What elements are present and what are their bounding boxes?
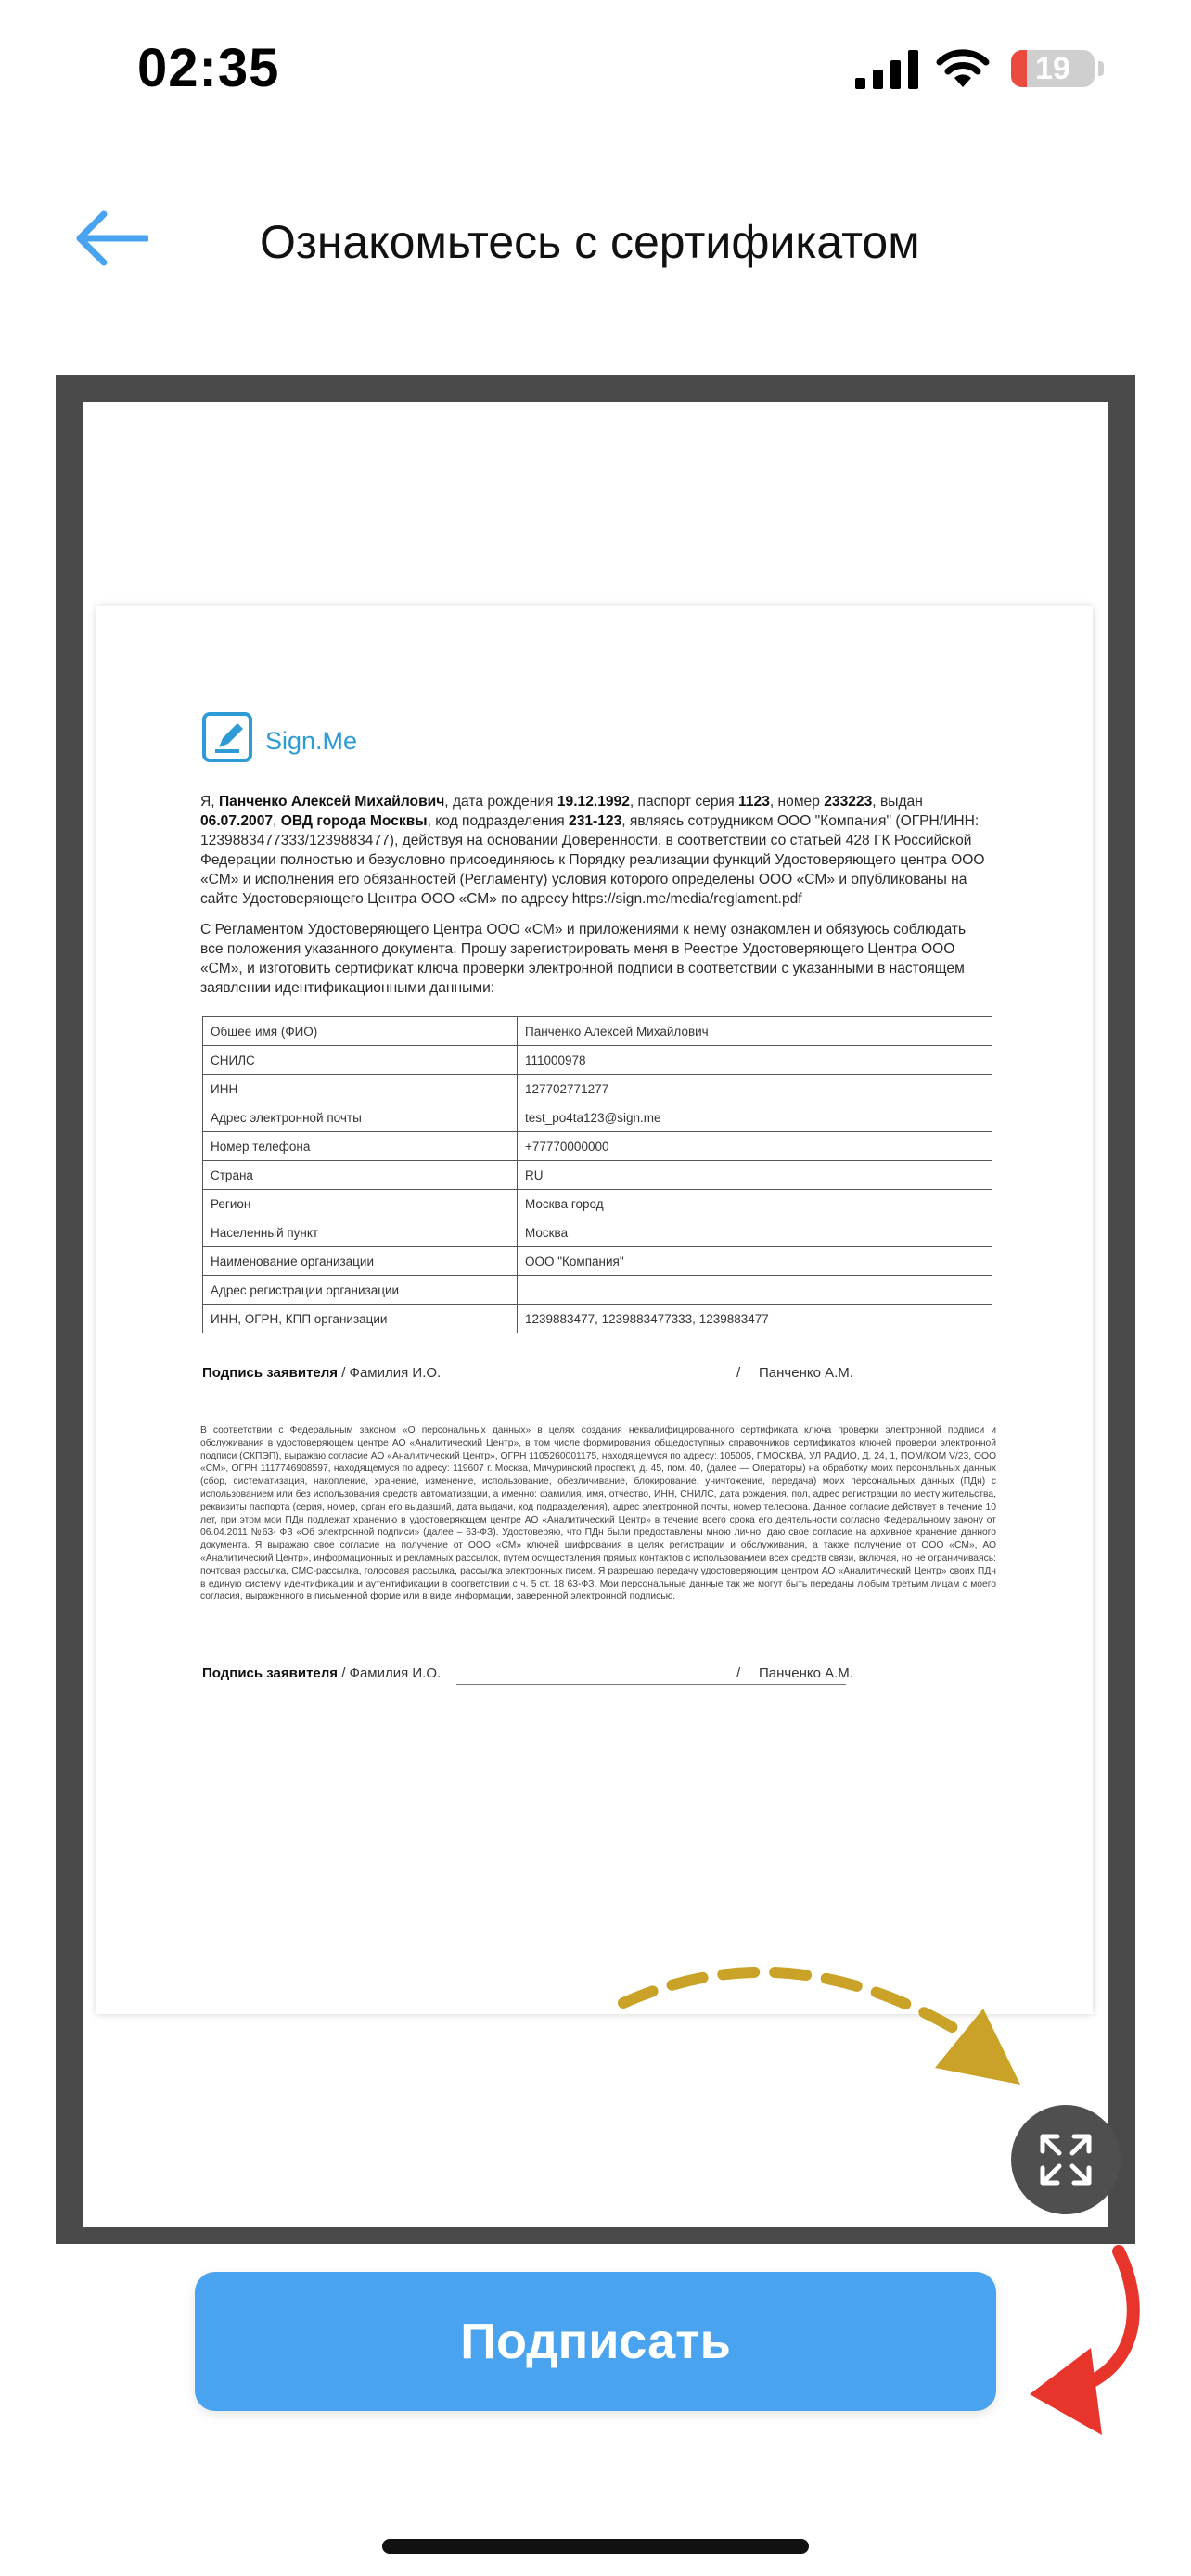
sign-button-label: Подписать <box>460 2314 731 2369</box>
expand-icon <box>1039 2133 1093 2187</box>
status-time: 02:35 <box>137 38 280 98</box>
battery-indicator <box>1011 50 1095 87</box>
home-indicator <box>382 2539 809 2554</box>
battery-level-text: 19 <box>1035 51 1070 86</box>
table-row: СНИЛС 111000978 <box>203 1046 992 1075</box>
signature-underline <box>456 1684 846 1685</box>
applicant-data-table <box>202 1016 992 1333</box>
red-hint-arrow-icon <box>1011 2244 1178 2439</box>
sign-me-logo-text: Sign.Me <box>265 727 358 755</box>
table-row: ИНН 127702771277 <box>203 1075 992 1103</box>
cellular-signal-icon <box>855 50 918 89</box>
request-paragraph: С Регламентом Удостоверяющего Центра ООО «СМ» и приложениями к нему ознакомлен и обязуюсь соблюдать все положения указанного документа. Прошу зарегистрировать меня в Реестре Удостоверяющего Центра ООО «СМ», и изготовить сертификат ключа проверки электронной подписи в соответствии с указанными в настоящем заявлении идентификационными данными: <box>200 922 967 996</box>
table-row: Адрес электронной почты test_po4ta123@sign.me <box>203 1103 992 1132</box>
signature-line: Подпись заявителя / Фамилия И.О. / Панченко А.М. <box>202 1662 992 1690</box>
consent-paragraph: В соответствии с Федеральным законом «О персональных данных» в целях создания неквалифицированного сертификата ключа проверки электронной подписи и обслуживания в удостоверяющем центре АО «Аналитический Центр», в том числе формирования общедоступных справочников сертификатов ключей проверки электронной подписи (СКПЭП), выражаю согласие АО «Аналитический Центр», ОГРН 1105260001175, находящемуся по адресу: 105005, Г.МОСКВА, УЛ РАДИО, Д. 24, 1, ПОМ/КОМ V/23, ООО «СМ», ОГРН 1117746908597, находящемуся по адресу: 119607 г. Москва, Мичуринский проспект, д. 45, пом. 40, (далее — Операторы) на обработку моих персональных данных (сбор, систематизация, накопление, хранение, изменение, использование, обезличивание, блокирование, уничтожение, передача) моих персональных данных (ПДн) с использованием или без использования средств автоматизации, а именно: фамилия, имя, отчество, ИНН, СНИЛС, дата рождения, пол, адрес регистрации по месту жительства, реквизиты паспорта (серия, номер, орган его выдавший, дата выдачи, код подразделения), адрес электронной почты, номер телефона. Данное согласие действует в течение 10 лет, при этом мои ПДн подлежат хранению в удостоверяющем центре АО «Аналитический Центр» в течение всего срока его деятельности согласно Федеральному закону от 06.04.2011 №63- ФЗ «Об электронной подписи» (далее – 63-ФЗ). Удостоверяю, что ПДн были предоставлены мною лично, даю свое согласие на архивное хранение данного документа. Я выражаю свое согласие на получение от ООО «СМ» ключей шифрования в целях регистрации и обслуживания, а также получение от ООО «СМ», АО «Аналитический Центр», информационных и рекламных рассылок, путем осуществления прямых контактов с использованием всех средств связи, включая, но не ограничиваясь: почтовая рассылка, СМС-рассылка, голосовая рассылка, рассылка электронных писем. Я разрешаю передачу удостоверяющим центром АО «Аналитический Центр» своих ПДн в единую систему идентификации и аутентификации в соответствии с ч. 5 ст. 18 63-ФЗ. Мои персональные данные так же могут быть переданы любым третьим лицам с моего согласия, выраженного в письменной форме или в виде информации, заверенной электронной подписью. <box>200 1425 996 1602</box>
table-row: Населенный пункт Москва <box>203 1218 992 1247</box>
page-title: Ознакомьтесь с сертификатом <box>260 216 920 268</box>
table-row: ИНН, ОГРН, КПП организации 1239883477, 1239883477333, 1239883477 <box>203 1305 992 1333</box>
wifi-icon <box>935 46 991 87</box>
document-sheet <box>96 606 1093 2014</box>
signer-name: Панченко А.М. <box>759 1665 853 1681</box>
fullscreen-button[interactable] <box>1011 2105 1121 2214</box>
battery-tip <box>1098 61 1104 76</box>
dashed-hint-arrow-icon <box>612 1957 1030 2105</box>
table-row: Номер телефона +77770000000 <box>203 1132 992 1161</box>
sign-button[interactable] <box>195 2272 996 2411</box>
table-row: Общее имя (ФИО) Панченко Алексей Михайлович <box>203 1017 992 1046</box>
table-row: Регион Москва город <box>203 1190 992 1218</box>
table-row: Адрес регистрации организации <box>203 1276 992 1305</box>
table-row: Наименование организации ООО "Компания" <box>203 1247 992 1276</box>
table-row: Страна RU <box>203 1161 992 1190</box>
signature-line: Подпись заявителя / Фамилия И.О. / Панченко А.М. <box>202 1361 992 1389</box>
signer-name: Панченко А.М. <box>759 1365 853 1381</box>
back-arrow-icon[interactable] <box>72 210 148 267</box>
sign-me-logo-icon <box>202 710 254 764</box>
status-bar <box>0 0 1191 139</box>
statement-paragraph: Я, Панченко Алексей Михайлович, дата рождения 19.12.1992, паспорт серия 1123, номер 233223, выдан 06.07.2007, ОВД города Москвы, код подразделения 231-123, являясь сотрудником ООО "Компания" (ОГРН/ИНН: 1239883477333/1239883477), действуя на основании Доверенности, в соответствии со статьей 428 ГК Российской Федерации полностью и безусловно присоединяюсь к Порядку реализации функций Удостоверяющего центра ООО «СМ» и исполнения его обязанностей (Регламенту) условия которого определены ООО «СМ» и опубликованы на сайте Удостоверяющего Центра ООО «СМ» по адресу https://sign.me/media/reglament.pdf <box>200 794 985 907</box>
